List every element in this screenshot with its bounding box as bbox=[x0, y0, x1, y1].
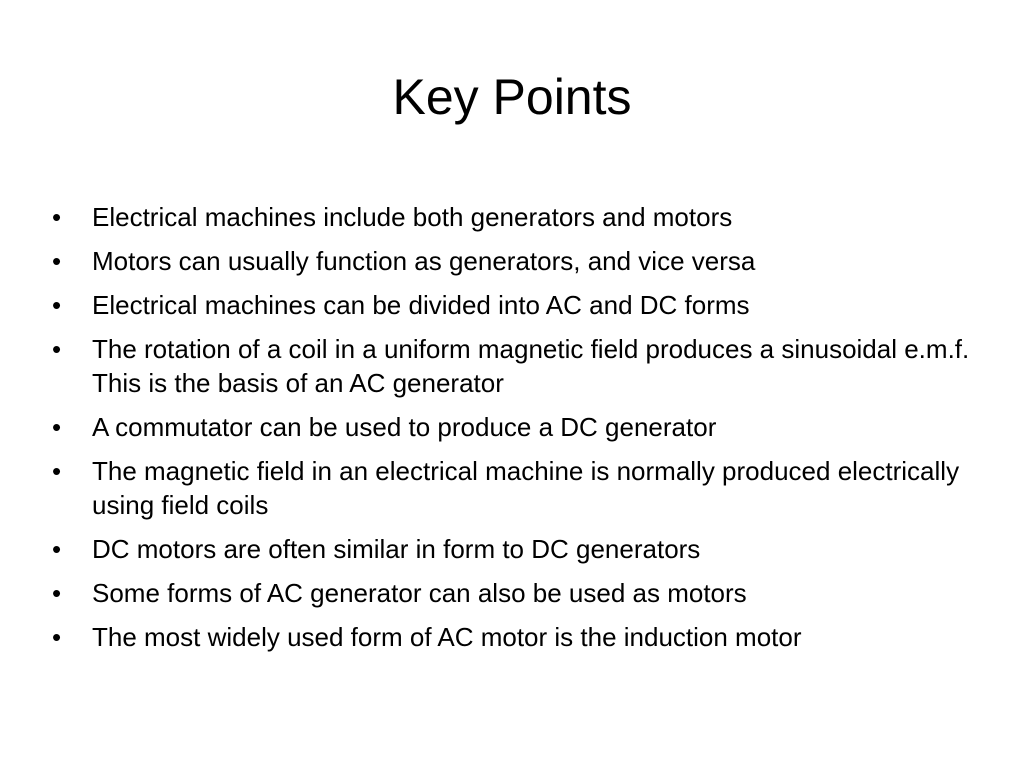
bullet-item bbox=[52, 454, 1002, 522]
bullet-icon: • bbox=[52, 622, 62, 652]
bullet-text: A commutator can be used to produce a DC generator bbox=[92, 412, 717, 442]
bullet-icon: • bbox=[52, 412, 62, 442]
bullet-item bbox=[52, 332, 1002, 400]
bullet-icon: • bbox=[52, 202, 62, 232]
bullet-text: Some forms of AC generator can also be used as motors bbox=[92, 578, 747, 608]
bullet-icon: • bbox=[52, 456, 62, 486]
bullet-item bbox=[52, 576, 1002, 610]
bullet-list bbox=[52, 200, 1002, 664]
bullet-item bbox=[52, 620, 1002, 654]
bullet-text: Electrical machines can be divided into AC and DC forms bbox=[92, 290, 750, 320]
bullet-icon: • bbox=[52, 290, 62, 320]
bullet-text: Motors can usually function as generators, and vice versa bbox=[92, 246, 756, 276]
bullet-item bbox=[52, 200, 1002, 234]
bullet-text: The rotation of a coil in a uniform magnetic field produces a sinusoidal e.m.f. This is the basis of an AC generator bbox=[92, 334, 970, 398]
bullet-icon: • bbox=[52, 246, 62, 276]
bullet-item bbox=[52, 288, 1002, 322]
bullet-text: The most widely used form of AC motor is the induction motor bbox=[92, 622, 802, 652]
bullet-item bbox=[52, 410, 1002, 444]
bullet-text: Electrical machines include both generators and motors bbox=[92, 202, 733, 232]
bullet-item bbox=[52, 532, 1002, 566]
bullet-icon: • bbox=[52, 578, 62, 608]
bullet-text: The magnetic field in an electrical machine is normally produced electrically using field coils bbox=[92, 456, 960, 520]
bullet-item bbox=[52, 244, 1002, 278]
bullet-icon: • bbox=[52, 334, 62, 364]
bullet-icon: • bbox=[52, 534, 62, 564]
slide-title: Key Points bbox=[392, 69, 632, 125]
bullet-text: DC motors are often similar in form to DC generators bbox=[92, 534, 701, 564]
